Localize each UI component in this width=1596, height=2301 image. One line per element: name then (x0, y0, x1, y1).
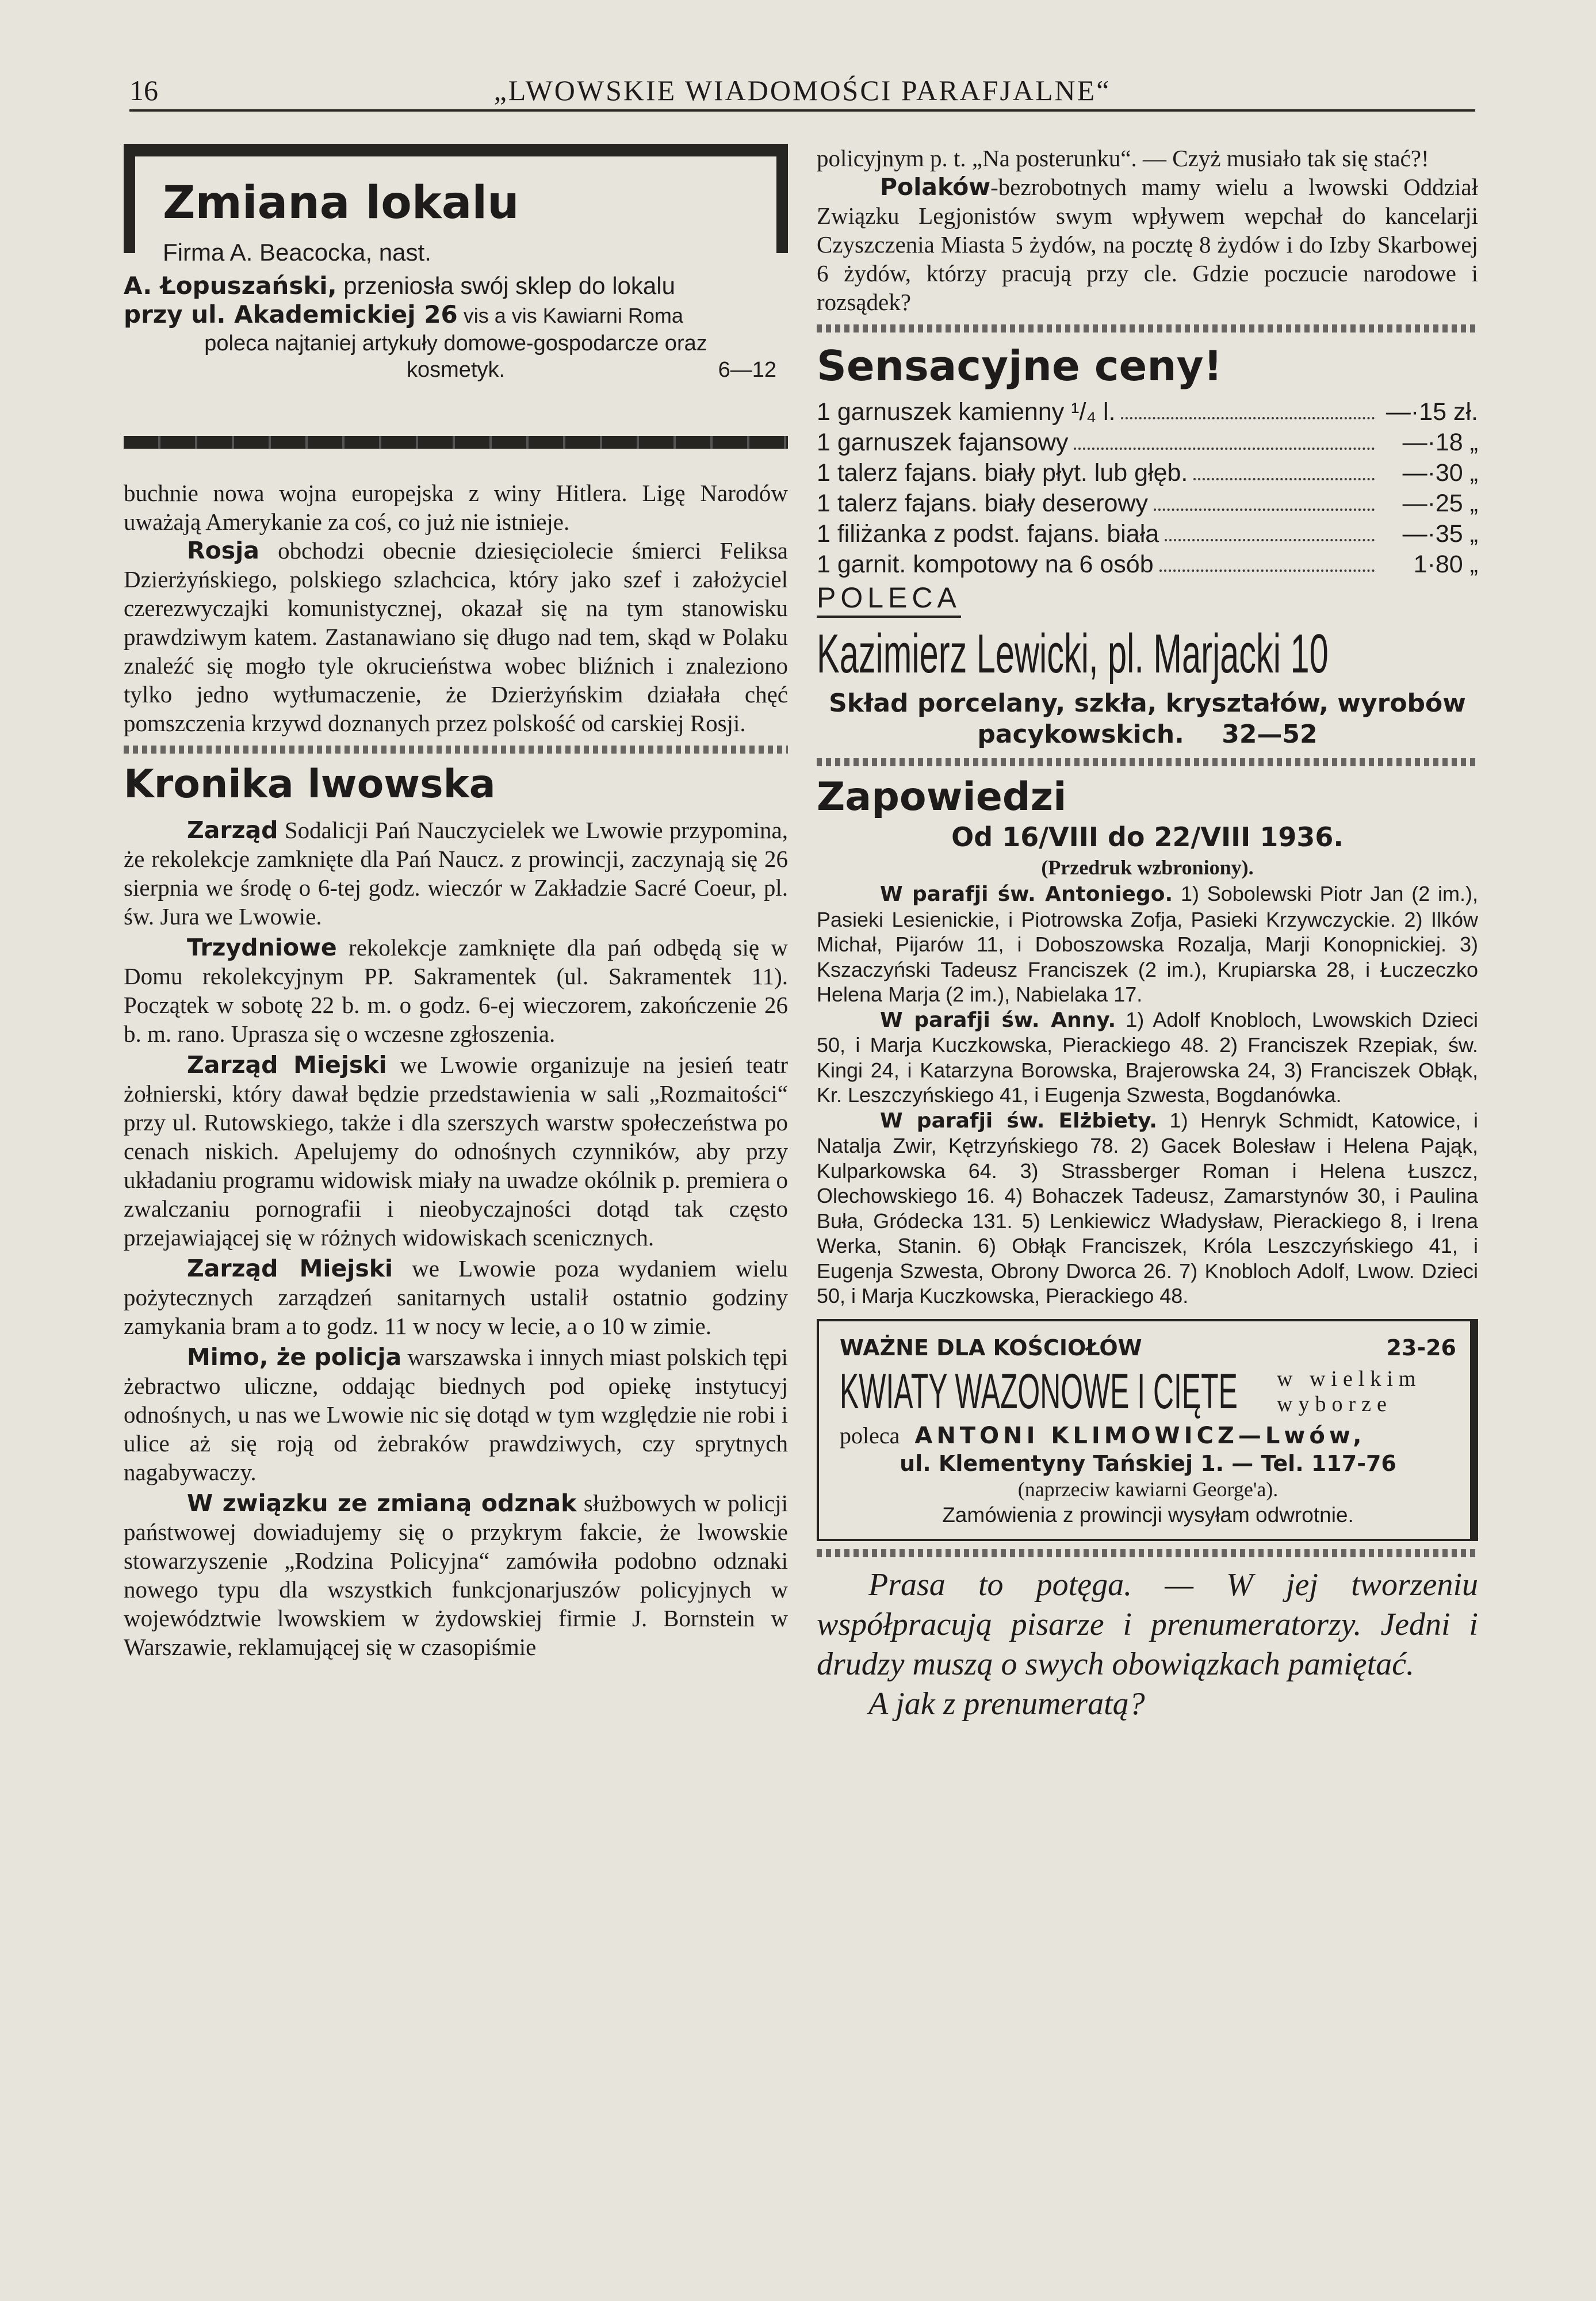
ad-owner: A. Łopuszański, (124, 272, 337, 300)
parish-text: 1) Sobolewski Piotr Jan (2 im.), Pasieki Lesienickie, i Piotrowska Zofja, Pasieki Krzywczyckie. 2) Ilków Michał, Pijarów 11, i Doboszowska Rozalja, Marji Konopnickiej. 3) Kszaczyński Tadeusz Franciszek (2 im.), Krupiarska 28, i Łuczeczko Helena Marja (2 im.), Nabielaka 17. (817, 882, 1478, 1006)
kronika-text: we Lwowie poza wydaniem wielu pożytecznych zarządzeń sanitarnych ustalił ostatnio godziny zamykania bram a to godz. 11 w nocy w lecie, a o 10 w zimie. (124, 1255, 788, 1339)
rosja-text: obchodzi obecnie dziesięciolecie śmierci Feliksa Dzierżyńskiego, polskiego szlachcica, który jako szef i założyciel czerezwyczajki komunistycznej, okazał się na tym stanowisku prawdziwym katem. Zastanawiano się długo nad tem, skąd w Polaku znaleźć się mogło tyle okrucieństwa wobec bliźnich i znaleziono tylko jedno wytłumaczenie, że Dzierżyńskim działała chęć pomszczenia krzywd doznanych przez polskość od carskiej Rosji. (124, 537, 788, 736)
kronika-lead: W związku ze zmianą odznak (187, 1489, 577, 1517)
leader-dots (1074, 427, 1375, 450)
ad-frame-right (776, 144, 788, 253)
price-item (817, 488, 1478, 519)
ceny-code: 32—52 (1222, 720, 1318, 749)
left-column (124, 144, 788, 1661)
leader-dots (1193, 458, 1375, 480)
ad-sensacyjne-ceny (817, 341, 1478, 750)
ceny-firm: Kazimierz Lewicki, pl. Marjacki 10 (817, 623, 1329, 685)
right-intro-2 (817, 173, 1478, 316)
leader-dots (1159, 549, 1375, 572)
ceny-desc (817, 688, 1478, 750)
kwiaty-address: ul. Klementyny Tańskiej 1. — Tel. 117-76 (900, 1450, 1396, 1476)
parish-lead: W parafji św. Elżbiety. (880, 1109, 1157, 1133)
right-column (817, 144, 1478, 1724)
price-name: 1 talerz fajans. biały deserowy (817, 490, 1149, 517)
kwiaty-big: KWIATY WAZONOWE I CIĘTE (840, 1363, 1238, 1419)
parish-entry (817, 1108, 1478, 1309)
kronika-heading: Kronika lwowska (124, 762, 496, 807)
price-value: —·25 „ (1402, 490, 1478, 517)
ad-text (124, 272, 788, 383)
polakow-lead: Polaków (880, 173, 991, 201)
kronika-lead: Trzydniowe (187, 934, 337, 961)
zapowiedzi-heading: Zapowiedzi (817, 774, 1067, 820)
ornament-divider (817, 758, 1478, 766)
kronika-paragraph (124, 816, 788, 931)
price-value: —·35 „ (1402, 520, 1478, 548)
kronika-text: warszawska i innych miast polskich tępi żebractwo uliczne, oddając biednych pod opiekę instytucyj odnośnych, u nas we Lwowie nic się dotąd w tym względzie nie robi i ulice aż się roją od żebraków prawdziwych, czy sprytnych nagabywaczy. (124, 1344, 789, 1485)
kwiaty-small-1: w wielkim (1277, 1366, 1422, 1391)
leader-dots (1165, 519, 1375, 541)
ceny-heading: Sensacyjne ceny! (817, 342, 1223, 390)
kwiaty-code: 23-26 (1386, 1335, 1456, 1360)
kwiaty-name: ANTONI KLIMOWICZ—Lwów, (914, 1422, 1366, 1449)
kronika-lead: Zarząd Miejski (187, 1255, 393, 1282)
parish-text: 1) Adolf Knobloch, Lwowskich Dzieci 50, i Marja Kuczkowska, Pierackiego 48. 2) Franciszek Rzepiak, św. Kingi 24, i Katarzyna Borowska, Brajerowska 24, 3) Franciszek Obłąk, Kr. Leszczyńskiego 41, i Eugenja Szwesta, Bogdanówka. (817, 1007, 1479, 1107)
parish-lead: W parafji św. Anny. (880, 1008, 1116, 1032)
ceny-desc-text: Skład porcelany, szkła, kryształów, wyrobów pacykowskich. (829, 689, 1466, 749)
ad-zmiana-lokalu (124, 144, 788, 449)
ornament-divider (124, 746, 788, 754)
leader-dots (1154, 488, 1375, 511)
kronika-paragraph (124, 1254, 788, 1340)
price-name: 1 garnuszek fajansowy (817, 429, 1069, 456)
price-value: —·30 „ (1402, 459, 1478, 487)
zapowiedzi-note: (Przedruk wzbroniony). (1041, 856, 1254, 879)
ad-kwiaty (817, 1319, 1478, 1541)
price-item (817, 549, 1478, 580)
parish-lead: W parafji św. Antoniego. (880, 882, 1173, 906)
kronika-paragraph (124, 1050, 788, 1252)
kronika-text: służbowych w policji państwowej dowiadujemy się o przykrym fakcie, że lwowskie stowarzyszenie „Rodzina Policyjna“ zamówiła podobno odznaki nowego typu dla wszystkich funkcjonarjuszów policyjnych w województwie lwowskiem w żydowskiej firmie J. Bornstein w Warszawie, reklamującej się w czasopiśmie (124, 1490, 788, 1660)
kronika-lead: Mimo, że policja (187, 1343, 402, 1371)
kwiaty-label-row (840, 1334, 1456, 1362)
kronika-text: Sodalicji Pań Nauczycielek we Lwowie przypomina, że rekolekcje zamknięte dla Pań Naucz. z prowincji, zaczynają się 26 sierpnia we środę o 6-tej godz. wieczór w Zakładzie Sacré Coeur, pl. św. Jura we Lwowie. (124, 817, 788, 930)
parish-entry (817, 881, 1478, 1007)
page-header (129, 68, 1475, 112)
page-number: 16 (129, 74, 158, 106)
price-name: 1 garnuszek kamienny ¹/₄ l. (817, 398, 1116, 426)
kwiaty-address2: (naprzeciw kawiarni George'a). (1017, 1477, 1279, 1501)
motto-line2: A jak z prenumeratą? (868, 1685, 1145, 1722)
ad-frame-left (124, 144, 135, 253)
price-value: 1·80 „ (1413, 551, 1478, 578)
price-name: 1 talerz fajans. biały płyt. lub głęb. (817, 459, 1188, 487)
price-name: 1 filiżanka z podst. fajans. biała (817, 520, 1159, 548)
kwiaty-small (1277, 1366, 1421, 1417)
motto-block (817, 1565, 1478, 1724)
price-item (817, 397, 1478, 427)
kronika-lead: Zarząd Miejski (187, 1051, 387, 1079)
kwiaty-title-row (840, 1362, 1456, 1421)
rosja-lead: Rosja (187, 537, 259, 564)
ad-line1: przeniosła swój sklep do lokalu (336, 272, 675, 299)
ornament-divider (817, 324, 1478, 332)
ornament-divider (817, 1549, 1478, 1557)
ad-line3: poleca najtaniej artykuły domowe-gospodarcze oraz (204, 331, 707, 356)
price-item (817, 519, 1478, 549)
kronika-paragraph (124, 933, 788, 1048)
kronika-lead: Zarząd (187, 816, 278, 844)
ad-firm: Firma A. Beacocka, nast. (163, 239, 431, 266)
running-title: „LWOWSKIE WIADOMOŚCI PARAFJALNE“ (493, 74, 1111, 106)
ad-line4-row (124, 357, 788, 383)
kronika-text: we Lwowie organizuje na jesień teatr żołnierski, który dawał będzie przedstawienia w sali „Rozmaitości“ przy ul. Rutowskiego, także i dla szerszych warstw społeczeństwa po cenach niskich. Apelujemy do odnośnych czynników, aby przy układaniu programu widowisk miały na uwadze okólnik p. premiera o zwalczaniu pornografii i nieobyczajności dotąd tak często przejawiającej się w różnych widowiskach scenicznych. (124, 1052, 788, 1251)
rosja-paragraph (124, 536, 788, 737)
motto-line1: Prasa to potęga. — W jej tworzeniu współpracują pisarze i prenumeratorzy. Jedni i drudzy muszą o swych obowiązkach pamiętać. (817, 1566, 1478, 1682)
polakow-text: -bezrobotnych mamy wielu a lwowski Oddział Związku Legjonistów swym wpływem wepchał do kancelarji Czyszczenia Miasta 5 żydów, na pocztę 8 żydów i do Izby Skarbowej 6 żydów, którzy pracują przy cle. Gdzie poczucie narodowe i rozsądek? (817, 174, 1478, 315)
ad-address: przy ul. Akademickiej 26 (124, 300, 458, 328)
kwiaty-small-2: wyborze (1277, 1392, 1392, 1416)
kronika-paragraph (124, 1489, 788, 1661)
kwiaty-note: Zamówienia z prowincji wysyłam odwrotnie. (942, 1503, 1354, 1527)
leader-dots (1121, 397, 1375, 419)
left-intro-text: buchnie nowa wojna europejska z winy Hitlera. Ligę Narodów uważają Amerykanie za coś, co już nie istnieje. (124, 480, 788, 535)
kwiaty-name-row (840, 1421, 1456, 1450)
price-item (817, 458, 1478, 488)
kwiaty-poleca: poleca (840, 1422, 900, 1448)
ad-frame-top (124, 144, 788, 156)
ad-frame-bottom (124, 436, 788, 449)
kronika-text: rekolekcje zamknięte dla pań odbędą się w Domu rekolekcyjnym PP. Sakramentek (ul. Sakramentek 11). Początek w sobotę 22 b. m. o godz. 6-ej wieczorem, zakończenie 26 b. m. rano. Uprasza się o wczesne zgłoszenia. (124, 934, 788, 1047)
zapowiedzi-dates: Od 16/VIII do 22/VIII 1936. (951, 821, 1344, 853)
ad-line4: kosmetyk. (406, 358, 506, 382)
right-intro-1: policyjnym p. t. „Na posterunku“. — Czyż musiało tak się stać?! (817, 145, 1429, 171)
ad-line2: vis a vis Kawiarni Roma (457, 304, 683, 327)
ceny-poleca: POLECA (817, 580, 961, 618)
price-value: —·15 zł. (1386, 398, 1478, 426)
parish-entry (817, 1007, 1478, 1108)
ad-code: 6—12 (718, 358, 776, 382)
parish-text: 1) Henryk Schmidt, Katowice, i Natalja Zwir, Kętrzyńskiego 78. 2) Gacek Bolesław i Helena Pająk, Kulparkowska 64. 3) Strassberger Roman i Helena Łuszcz, Olechowskiego 16. 4) Bohaczek Tadeusz, Zamarstynów 30, i Paulina Buła, Gródecka 131. 5) Lenkiewicz Władysław, Pierackiego 8, i Irena Werka, Stanin. 6) Obłąk Franciszek, Króla Leszczyńskiego 41, i Eugenja Szwesta, Obrony Dworca 26. 7) Knobloch Adolf, Lwow. Dzieci 50, i Marja Kuczkowska, Pierackiego 48. (817, 1108, 1478, 1308)
kronika-paragraph (124, 1343, 788, 1486)
kwiaty-label: WAŻNE DLA KOŚCIOŁÓW (840, 1335, 1142, 1360)
price-item (817, 427, 1478, 458)
price-value: —·18 „ (1402, 429, 1478, 456)
price-name: 1 garnit. kompotowy na 6 osób (817, 551, 1154, 578)
ad-title: Zmiana lokalu (163, 177, 519, 229)
